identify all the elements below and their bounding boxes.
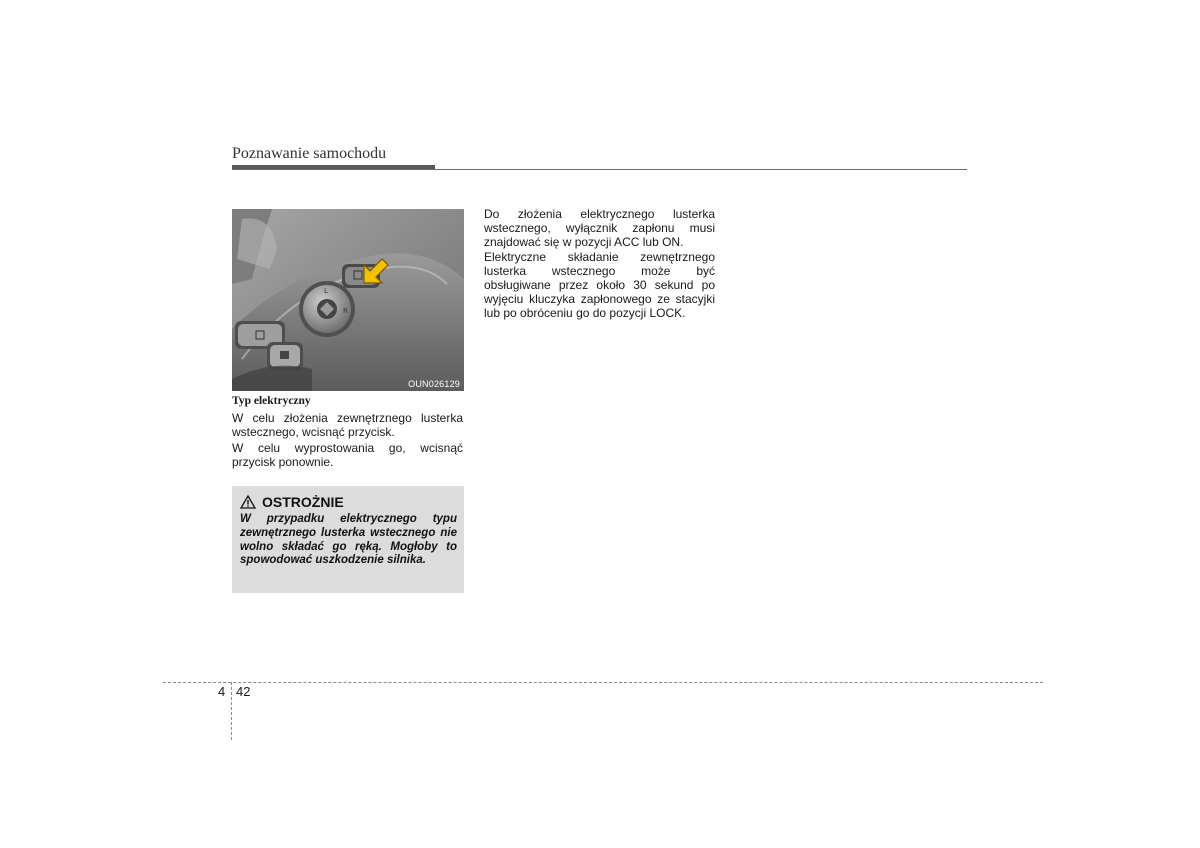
left-paragraph-1: W celu złożenia zewnętrznego lusterka wstecznego, wcisnąć przycisk. [232,411,463,439]
caution-text: W przypadku elektrycznego typu zewnętrznego lusterka wstecznego nie wolno składać go ręką. Mogłoby to spowodować uszkodzenie silnika. [240,513,457,567]
right-paragraph-1: Do złożenia elektrycznego lusterka wstecznego, wyłącznik zapłonu musi znajdować się w pozycji ACC lub ON. [484,207,715,249]
figure-caption-title: Typ elektryczny [232,395,311,407]
warning-triangle-icon [240,495,256,509]
footer-divider [163,682,1043,683]
caution-header [240,494,344,510]
caution-box [232,486,464,593]
svg-text:R: R [343,307,348,315]
footer-vertical-divider [231,682,232,740]
right-paragraph-2: Elektryczne składanie zewnętrznego lusterka wstecznego może być obsługiwane przez około 30 sekund po wyjęciu kluczyka zapłonowego ze stacyjki lub po obróceniu go do pozycji LOCK. [484,250,715,320]
chapter-number: 4 [218,684,226,699]
page-number: 42 [236,684,251,699]
mirror-switch-photo [232,209,464,391]
mirror-switch-illustration [232,209,464,391]
left-paragraph-2: W celu wyprostowania go, wcisnąć przycisk ponownie. [232,441,463,469]
section-title: Poznawanie samochodu [232,145,387,162]
svg-text:L: L [324,287,328,295]
header-rule [232,169,967,170]
caution-title: OSTROŻNIE [262,494,344,510]
figure-code: OUN026129 [408,379,460,389]
